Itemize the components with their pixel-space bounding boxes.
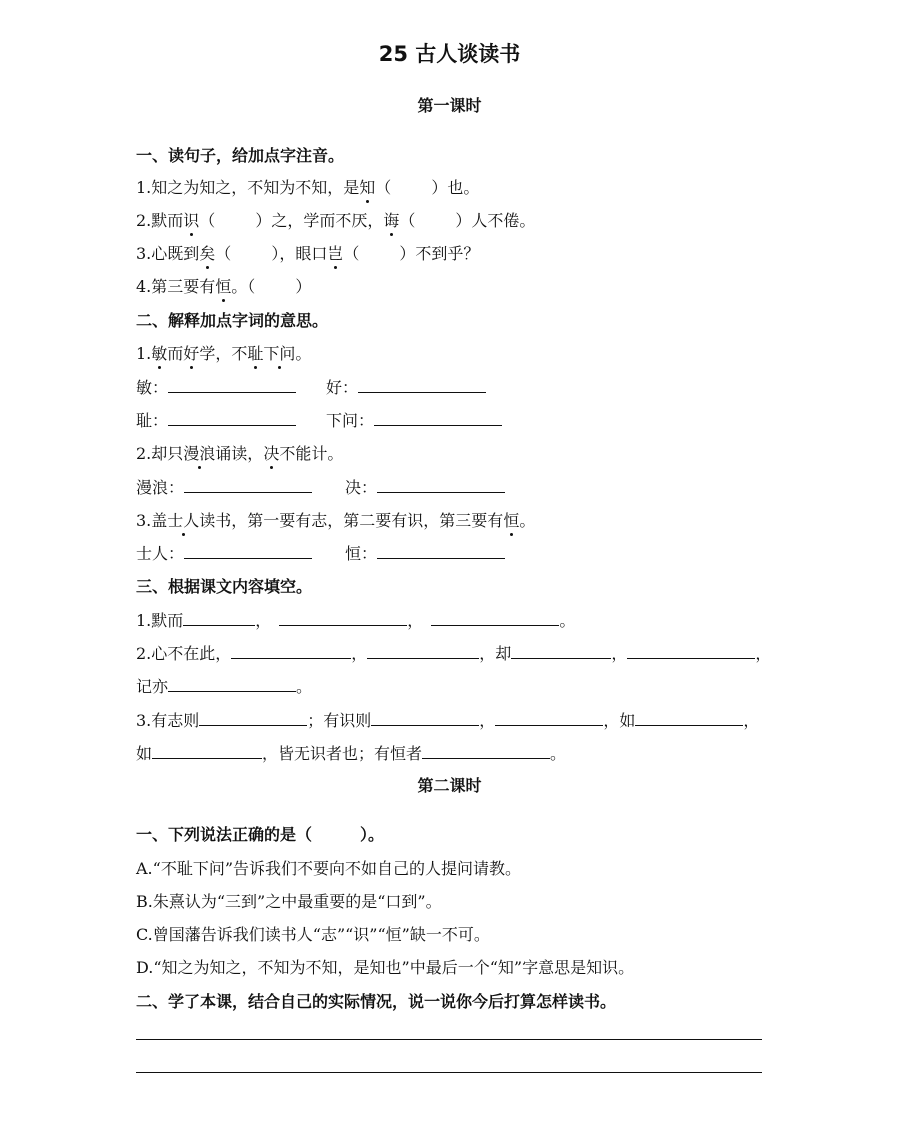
s2-q2-row-b: 决： [345, 475, 505, 498]
s1-question-4: 4.第三要有恒。（ ） [136, 274, 311, 297]
answer-line[interactable] [422, 742, 550, 759]
answer-line[interactable] [168, 376, 296, 393]
s3-question-3-cont: 如 ，皆无识者也；有恒者 。 [136, 744, 567, 763]
section-2-heading: 二、解释加点字词的意思。 [136, 311, 329, 330]
answer-line[interactable] [511, 642, 611, 659]
answer-line[interactable] [367, 642, 479, 659]
p2-section-1-heading: 一、下列说法正确的是（ ）。 [136, 825, 385, 844]
answer-line[interactable] [377, 476, 505, 493]
s1-question-2: 2.默而识（ ）之，学而不厌，诲（ ）人不倦。 [136, 208, 535, 231]
section-1-heading: 一、读句子，给加点字注音。 [136, 146, 345, 165]
section-3-heading: 三、根据课文内容填空。 [136, 577, 313, 596]
answer-line[interactable] [627, 642, 755, 659]
s2-q1-row-b: 好： [326, 375, 486, 398]
option-b[interactable]: B.朱熹认为“三到”之中最重要的是“口到”。 [136, 892, 442, 911]
s1-question-3: 3.心既到矣（ ），眼口岂（ ）不到乎？ [136, 241, 479, 264]
lesson-one-heading: 第一课时 [417, 96, 482, 115]
answer-line[interactable] [168, 409, 296, 426]
option-a[interactable]: A.“不耻下问”告诉我们不要向不如自己的人提问请教。 [136, 859, 522, 878]
answer-line[interactable] [358, 376, 486, 393]
answer-line[interactable] [635, 709, 743, 726]
s2-q1-row-d: 下问： [326, 408, 502, 431]
s2-q3-row-b: 恒： [345, 541, 505, 564]
answer-line[interactable] [199, 709, 307, 726]
answer-line[interactable] [495, 709, 603, 726]
answer-line[interactable] [374, 409, 502, 426]
s2-question-1: 1.敏而好学，不耻下问。 [136, 341, 311, 364]
writing-line-1[interactable] [136, 1039, 762, 1040]
s3-question-3: 3.有志则 ；有识则 ， ，如 ， [136, 711, 760, 730]
answer-line[interactable] [371, 709, 479, 726]
s1-question-1: 1.知之为知之，不知为不知，是知（ ）也。 [136, 175, 479, 198]
s3-question-1: 1.默而 ， ， 。 [136, 611, 576, 630]
s2-q1-row-a: 敏： [136, 375, 296, 398]
answer-line[interactable] [183, 609, 255, 626]
s2-question-3: 3.盖士人读书，第一要有志，第二要有识，第三要有恒。 [136, 508, 535, 531]
answer-line[interactable] [279, 609, 407, 626]
lesson-two-heading: 第二课时 [417, 776, 482, 795]
s3-question-2-cont: 记亦 。 [136, 677, 313, 696]
answer-line[interactable] [168, 675, 296, 692]
answer-line[interactable] [184, 476, 312, 493]
s2-question-2: 2.却只漫浪诵读，决不能计。 [136, 441, 343, 464]
answer-line[interactable] [152, 742, 262, 759]
s2-q2-row-a: 漫浪： [136, 475, 312, 498]
s3-question-2: 2.心不在此， ， ，却 ， ， [136, 644, 772, 663]
writing-line-2[interactable] [136, 1072, 762, 1073]
answer-line[interactable] [377, 542, 505, 559]
page-title: 25 古人谈读书 [378, 42, 521, 66]
answer-line[interactable] [184, 542, 312, 559]
s2-q3-row-a: 士人： [136, 541, 312, 564]
option-d[interactable]: D.“知之为知之，不知为不知，是知也”中最后一个“知”字意思是知识。 [136, 958, 635, 977]
answer-line[interactable] [231, 642, 351, 659]
option-c[interactable]: C.曾国藩告诉我们读书人“志”“识”“恒”缺一不可。 [136, 925, 490, 944]
answer-line[interactable] [431, 609, 559, 626]
s2-q1-row-c: 耻： [136, 408, 296, 431]
p2-section-2-heading: 二、学了本课，结合自己的实际情况，说一说你今后打算怎样读书。 [136, 992, 617, 1011]
